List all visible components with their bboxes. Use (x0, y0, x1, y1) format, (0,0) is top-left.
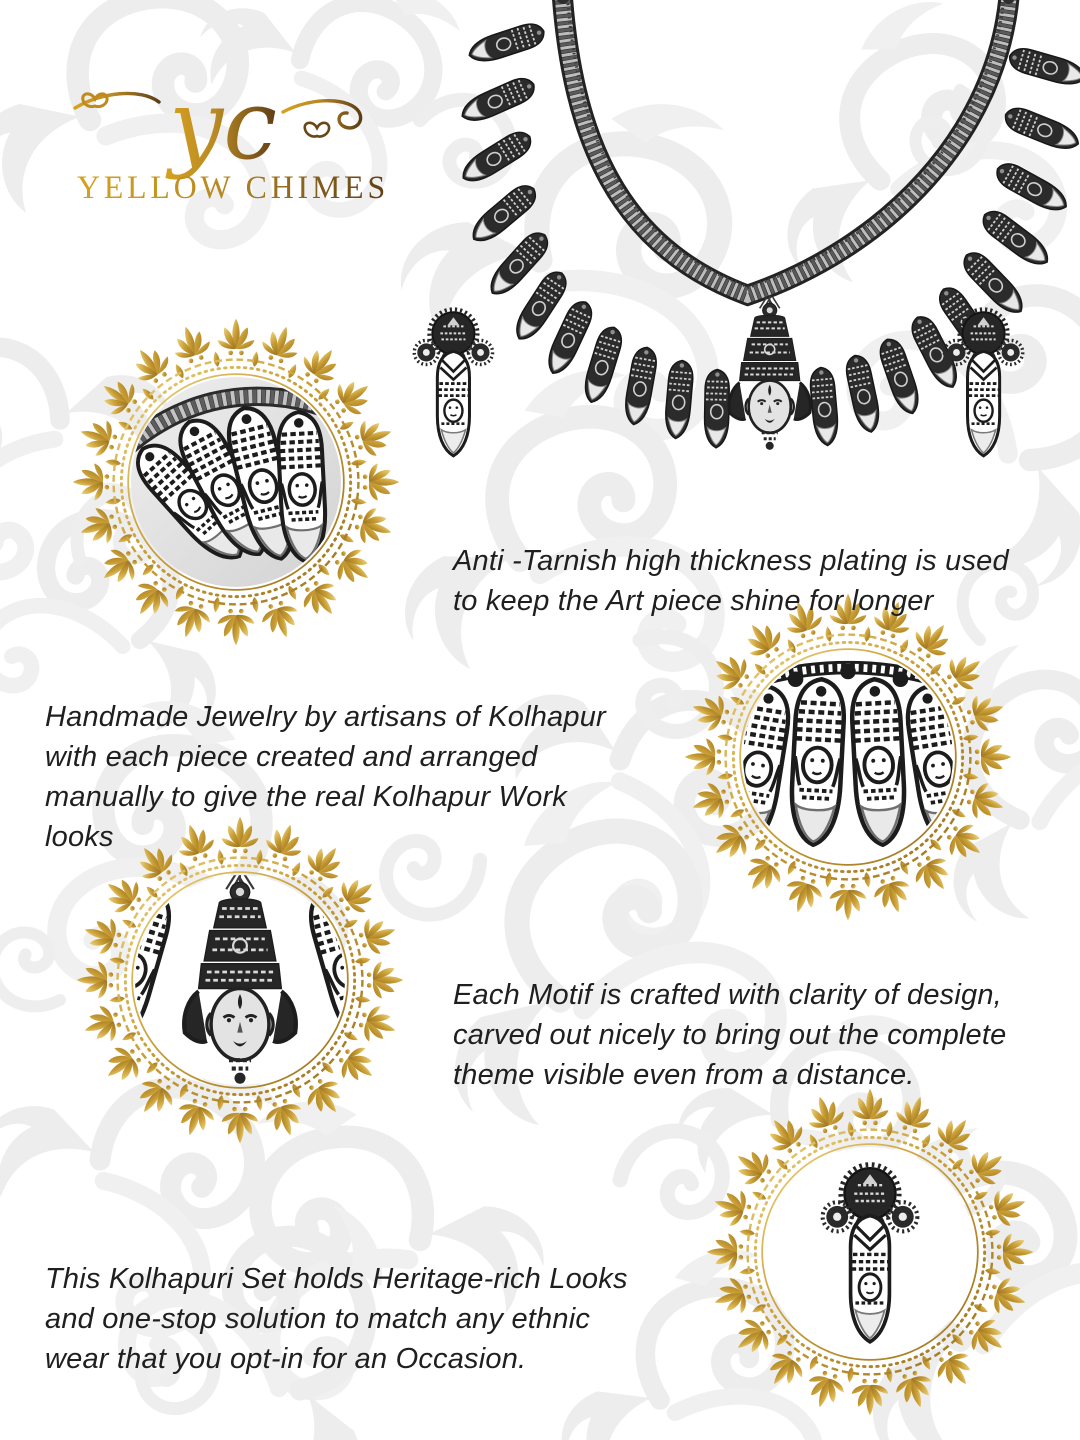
plating-note: Anti -Tarnish high thickness plating is used to keep the Art piece shine for longer (453, 545, 1009, 618)
brand-name: YELLOW CHIMES (77, 170, 389, 206)
deity-pendant (729, 296, 810, 450)
logo-flourish-right-icon (283, 101, 361, 137)
logo-monogram: yc (169, 69, 277, 181)
logo-flourish-left-icon (75, 93, 159, 108)
handmade-note: Handmade Jewelry by artisans of Kolhapur with each piece created and arranged manually to give the real Kolhapur Work looks (45, 701, 606, 854)
medallion-motif-row-detail (678, 587, 1018, 927)
medallion-necklace-chain-detail (66, 312, 406, 652)
hero-necklace-photo (360, 0, 1080, 488)
motif-note: Each Motif is crafted with clarity of design, carved out nicely to bring out the complete theme visible even from a distance. (453, 979, 1007, 1092)
medallion-earring-detail (700, 1082, 1040, 1422)
yellow-chimes-logo (55, 50, 405, 210)
necklace-chain (557, 0, 1015, 295)
left-earring (414, 309, 492, 456)
right-earring (944, 309, 1022, 456)
heritage-note: This Kolhapuri Set holds Heritage-rich Looks and one-stop solution to match any ethnic wear that you opt-in for an Occasion. (45, 1263, 628, 1376)
medallion-deity-pendant-detail (70, 810, 410, 1150)
